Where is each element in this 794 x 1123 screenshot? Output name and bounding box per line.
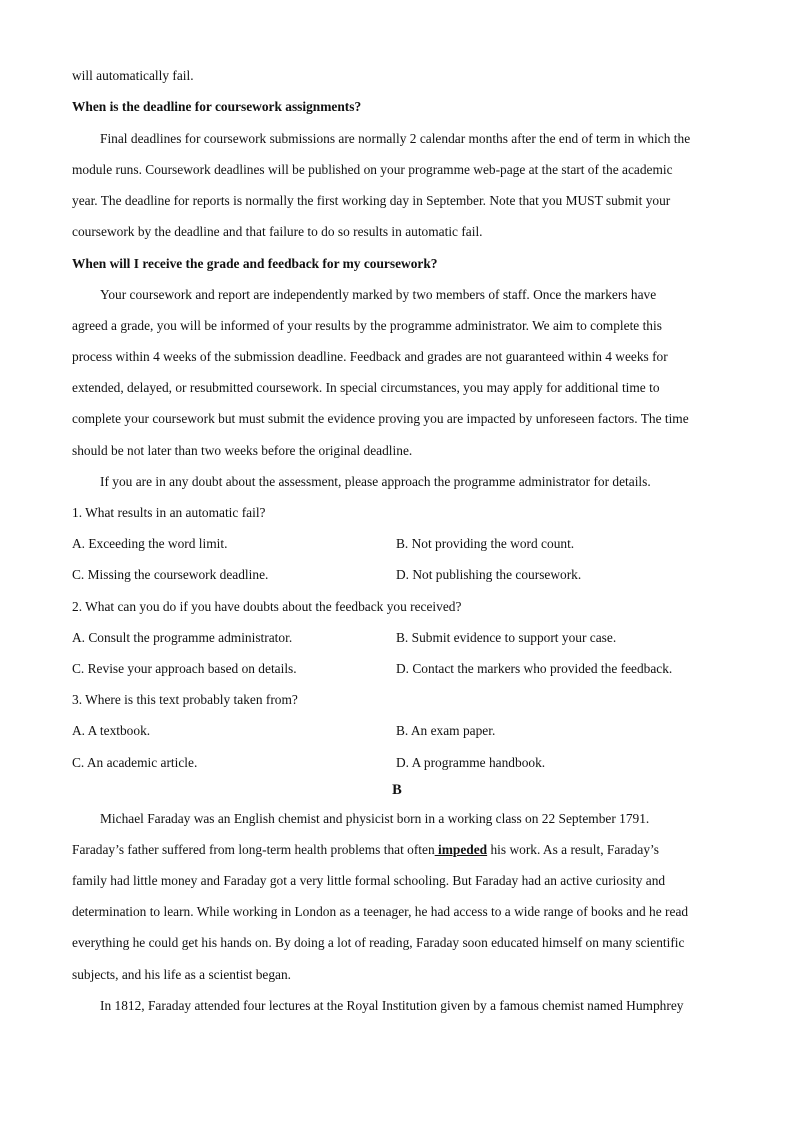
question-stem: 2. What can you do if you have doubts about the feedback you received? (72, 599, 462, 614)
question-stem: 1. What results in an automatic fail? (72, 505, 266, 520)
option-a: A. A textbook. (72, 723, 151, 738)
option-c: C. Revise your approach based on details. (72, 661, 297, 676)
text-line: agreed a grade, you will be informed of your results by the programme administrator. We aim to complete this (72, 318, 662, 333)
option-d: D. A programme handbook. (396, 755, 546, 770)
option-b: B. Submit evidence to support your case. (396, 630, 617, 645)
question-stem: 3. Where is this text probably taken from? (72, 692, 298, 707)
option-d: D. Not publishing the coursework. (396, 567, 582, 582)
text-line: everything he could get his hands on. By doing a lot of reading, Faraday soon educated himself on many scientific (72, 935, 685, 950)
text-line: determination to learn. While working in London as a teenager, he had access to a wide range of books and he read (72, 904, 689, 919)
text-line: In 1812, Faraday attended four lectures at the Royal Institution given by a famous chemist named Humphrey (100, 998, 684, 1013)
text-segment: his work. As a result, Faraday’s (487, 842, 659, 857)
text-line: Michael Faraday was an English chemist and physicist born in a working class on 22 September 1791. (100, 811, 650, 826)
option-c: C. An academic article. (72, 755, 198, 770)
text-line: module runs. Coursework deadlines will be published on your programme web-page at the start of the academic (72, 162, 673, 177)
section-heading-deadline: When is the deadline for coursework assignments? (72, 99, 362, 114)
option-b: B. Not providing the word count. (396, 536, 575, 551)
underlined-word-impeded: impeded (434, 842, 488, 857)
text-line: extended, delayed, or resubmitted coursework. In special circumstances, you may apply for additional time to (72, 380, 660, 395)
text-line: Final deadlines for coursework submissions are normally 2 calendar months after the end of term in which the (100, 131, 691, 146)
section-b-label: B (392, 782, 402, 798)
section-heading-feedback: When will I receive the grade and feedback for my coursework? (72, 256, 438, 271)
text-line: subjects, and his life as a scientist began. (72, 967, 292, 982)
text-line: will automatically fail. (72, 68, 194, 83)
option-d: D. Contact the markers who provided the feedback. (396, 661, 673, 676)
option-b: B. An exam paper. (396, 723, 496, 738)
text-segment: Faraday’s father suffered from long-term health problems that often (72, 842, 435, 857)
option-c: C. Missing the coursework deadline. (72, 567, 269, 582)
text-line: complete your coursework but must submit the evidence proving you are impacted by unforeseen factors. The time (72, 411, 689, 426)
text-line: should be not later than two weeks before the original deadline. (72, 443, 413, 458)
text-line: family had little money and Faraday got a very little formal schooling. But Faraday had an active curiosity and (72, 873, 666, 888)
text-line (72, 842, 722, 858)
option-a: A. Consult the programme administrator. (72, 630, 293, 645)
text-line: process within 4 weeks of the submission deadline. Feedback and grades are not guaranteed within 4 weeks for (72, 349, 668, 364)
text-line: Your coursework and report are independently marked by two members of staff. Once the markers have (100, 287, 657, 302)
text-line: year. The deadline for reports is normally the first working day in September. Note that you MUST submit your (72, 193, 671, 208)
option-a: A. Exceeding the word limit. (72, 536, 228, 551)
text-line: If you are in any doubt about the assessment, please approach the programme administrator for details. (100, 474, 651, 489)
text-line: coursework by the deadline and that failure to do so results in automatic fail. (72, 224, 483, 239)
